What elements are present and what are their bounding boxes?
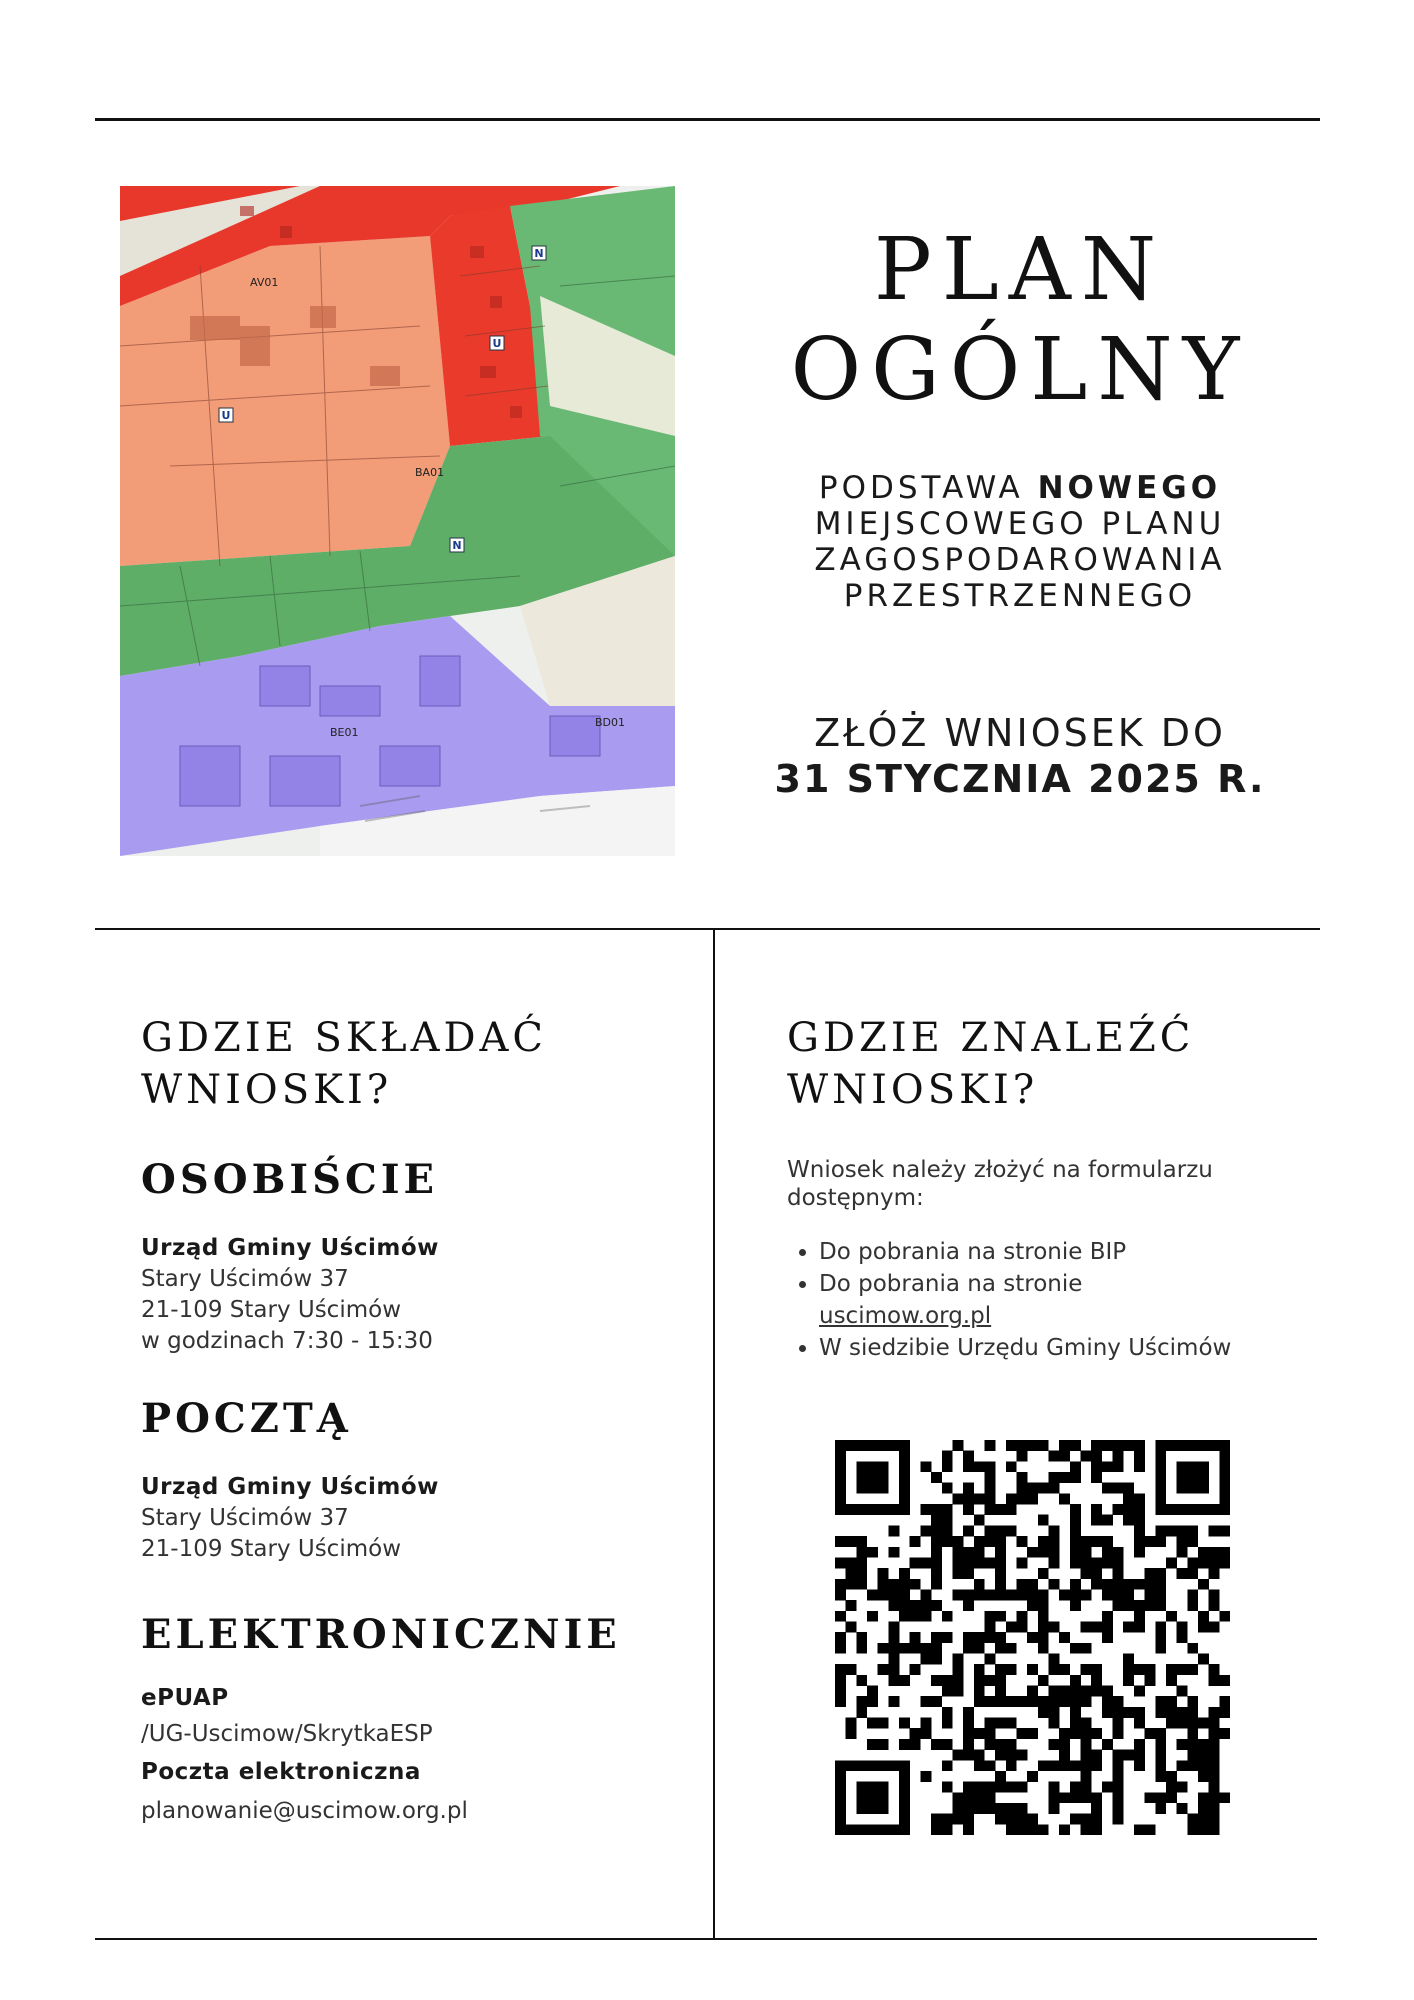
- street: Stary Uścimów 37: [141, 1505, 349, 1531]
- map-symbol-u: U: [221, 409, 231, 422]
- email-link[interactable]: planowanie@uscimow.org.pl: [141, 1798, 468, 1824]
- postal-code: 21-109 Stary Uścimów: [141, 1536, 402, 1562]
- by-post-heading: POCZTĄ: [141, 1395, 352, 1442]
- subtitle-emphasis: NOWEGO: [1037, 470, 1222, 506]
- middle-divider: [95, 928, 1320, 930]
- bottom-divider: [95, 1938, 1317, 1940]
- postal-code: 21-109 Stary Uścimów: [141, 1297, 402, 1323]
- where-submit-section: [141, 1012, 701, 1831]
- page-title: [700, 220, 1340, 420]
- where-find-section: [787, 1012, 1307, 1364]
- map-label-be01: BE01: [330, 726, 359, 739]
- map-label-av01: AV01: [250, 276, 279, 289]
- column-divider: [713, 928, 715, 1940]
- where-find-list: [787, 1236, 1307, 1364]
- map-symbol-n: N: [452, 539, 462, 552]
- map-label-bd01: BD01: [595, 716, 626, 729]
- in-person-heading: OSOBIŚCIE: [141, 1156, 439, 1203]
- office-name: Urząd Gminy Uścimów: [141, 1474, 439, 1500]
- where-submit-heading: GDZIE SKŁADAĆ WNIOSKI?: [141, 1015, 548, 1113]
- deadline-date: 31 STYCZNIA 2025 R.: [774, 757, 1266, 801]
- title-line-2: OGÓLNY: [790, 320, 1250, 420]
- in-person-address: [141, 1232, 701, 1357]
- map-symbol-n: N: [534, 247, 544, 260]
- by-post-address: [141, 1471, 701, 1565]
- where-find-intro: Wniosek należy złożyć na formularzu dostępnym:: [787, 1157, 1213, 1211]
- deadline-line-1: ZŁÓŻ WNIOSEK DO: [814, 711, 1226, 755]
- subtitle-rest: MIEJSCOWEGO PLANU ZAGOSPODAROWANIA PRZESTRZENNEGO: [814, 506, 1226, 614]
- map-label-ba01: BA01: [415, 466, 445, 479]
- electronic-heading: ELEKTRONICZNIE: [141, 1611, 621, 1658]
- epuap-label: ePUAP: [141, 1685, 229, 1711]
- street: Stary Uścimów 37: [141, 1266, 349, 1292]
- deadline-block: [740, 710, 1300, 802]
- top-divider: [95, 118, 1320, 121]
- list-item: • Do pobrania na stronie uscimow.org.pl: [819, 1268, 1307, 1332]
- office-hours: w godzinach 7:30 - 15:30: [141, 1328, 433, 1354]
- email-label: Poczta elektroniczna: [141, 1759, 421, 1785]
- office-name: Urząd Gminy Uścimów: [141, 1235, 439, 1261]
- where-find-heading: GDZIE ZNALEŹĆ WNIOSKI?: [787, 1015, 1195, 1113]
- list-item: • Do pobrania na stronie BIP: [819, 1236, 1307, 1268]
- page-subtitle: [740, 470, 1300, 614]
- electronic-contacts: [141, 1681, 701, 1831]
- subtitle-prefix: PODSTAWA: [818, 470, 1038, 506]
- title-line-1: PLAN: [873, 220, 1167, 320]
- zoning-map-photo: [120, 186, 675, 856]
- epuap-address[interactable]: /UG-Uscimow/SkrytkaESP: [141, 1721, 433, 1747]
- qr-code-icon[interactable]: [835, 1440, 1230, 1835]
- map-symbol-u: U: [492, 337, 502, 350]
- website-link[interactable]: uscimow.org.pl: [819, 1303, 992, 1329]
- list-item: • W siedzibie Urzędu Gminy Uścimów: [819, 1332, 1307, 1364]
